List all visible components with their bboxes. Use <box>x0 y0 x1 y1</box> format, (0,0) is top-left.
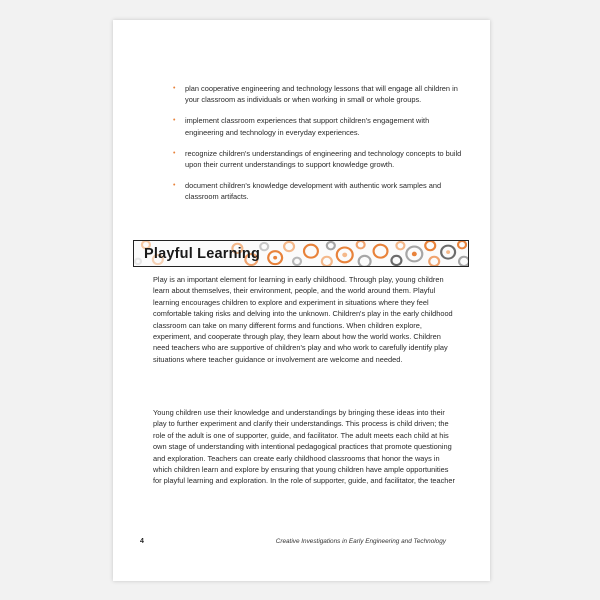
bullet-icon: • <box>173 85 176 92</box>
list-item-text: implement classroom experiences that support children's engagement with engineering and technology in everyday experiences. <box>185 116 430 137</box>
document-page <box>113 20 490 581</box>
bullet-icon: • <box>173 149 176 157</box>
bullet-icon: • <box>173 181 176 189</box>
section-banner <box>133 240 469 267</box>
list-item <box>173 180 468 203</box>
paragraph: Young children use their knowledge and understandings by bringing these ideas into their play to further experiment and clarify their understandings. This process is child driven; the role of the adult is one of supporter, guide, and facilitator. The adult meets each child at his own stage of understanding with intentional pedagogical practices that promote questioning and exploration. Teachers can create early childhood classrooms that honor the ways in which children learn and explore by ensuring that young children have ample opportunities for playful learning and exploration. In the role of supporter, guide, and facilitator, the teacher <box>153 408 455 486</box>
objectives-list <box>173 83 468 212</box>
list-item <box>173 115 468 138</box>
bullet-icon: • <box>173 117 176 125</box>
running-footer-title: Creative Investigations in Early Engineering and Technology <box>275 538 446 545</box>
list-item-text: plan cooperative engineering and technology lessons that will engage all children in your classroom as individuals or when working in small or whole groups. <box>185 84 458 105</box>
list-item <box>173 83 468 106</box>
list-item-text: document children's knowledge development with authentic work samples and classroom artifacts. <box>185 180 442 202</box>
page-number: 4 <box>140 538 144 545</box>
list-item <box>173 148 468 171</box>
list-item-text: recognize children's understandings of engineering and technology concepts to build upon their current understandings to support knowledge growth. <box>185 148 462 170</box>
section-title: Playful Learning <box>144 246 260 262</box>
paragraph: Play is an important element for learning in early childhood. Through play, young children learn about themselves, their environment, people, and the world around them. Playful learning encourages children to explore and experiment in situations where they feel comfortable taking risks and delving into the unknown. Children's play in the early childhood classroom can take on many different forms and functions. When children explore, experiment, and cooperate through play, they learn about how the world works. Children need teachers who are supportive of children's play and who work to carefully identify play situations where teacher guidance or involvement are welcome and needed. <box>153 275 453 364</box>
